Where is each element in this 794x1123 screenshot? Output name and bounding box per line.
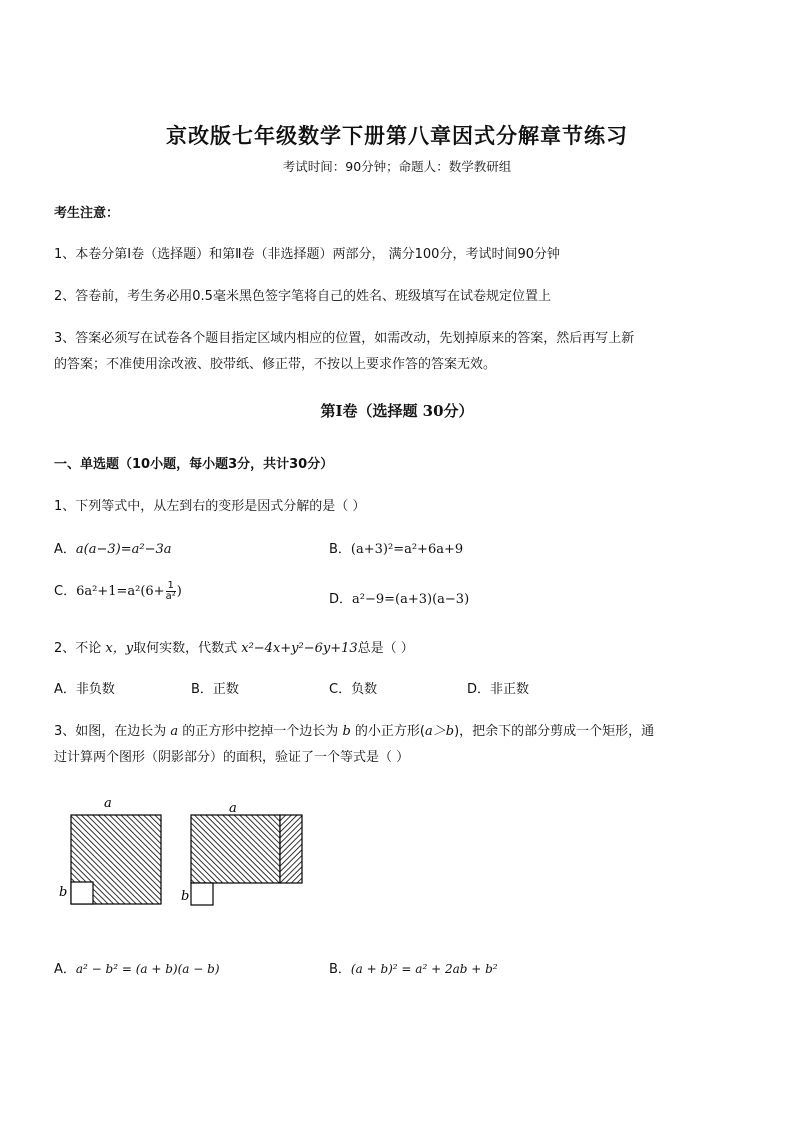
part-heading: 一、单选题（10小题，每小题3分，共计30分）: [54, 457, 334, 472]
option-label: B．: [329, 542, 351, 557]
q3-option-a: [54, 958, 220, 977]
fraction-numerator: 1: [167, 580, 174, 591]
page-title: 京改版七年级数学下册第八章因式分解章节练习: [166, 123, 628, 148]
var-b: b: [342, 724, 351, 739]
stem-text: 总是（ ）: [357, 641, 414, 656]
stem-vars: x，y: [105, 641, 134, 656]
option-label: C．: [54, 584, 77, 599]
label-a: a: [229, 801, 237, 816]
q2-option-d: D．非正数: [467, 682, 530, 697]
figure-rearranged-rectangle: [181, 801, 302, 905]
q2-option-a: A．非负数: [54, 682, 115, 697]
stem-text: )，把余下的部分剪成一个矩形，通: [454, 724, 655, 739]
q1-option-a: [54, 538, 171, 557]
stem-text: 2、不论: [54, 641, 106, 656]
label-b: b: [59, 885, 68, 900]
option-text: a²−9=(a+3)(a−3): [352, 592, 470, 607]
stem-text: 3、如图，在边长为: [54, 724, 171, 739]
option-label: A．: [54, 542, 76, 557]
var-a: a: [170, 724, 179, 739]
condition: a＞b: [424, 724, 455, 739]
question-2-stem: [54, 637, 414, 656]
option-text-post: ): [176, 584, 182, 599]
stem-text: 的正方形中挖掉一个边长为: [178, 724, 343, 739]
option-text-pre: 6a²+1=a²(6+: [76, 584, 165, 599]
notice-item-2: 2、答卷前，考生务必用0.5毫米黑色签字笔将自己的姓名、班级填写在试卷规定位置上: [54, 289, 551, 304]
q1-option-b: [329, 538, 463, 557]
option-text: (a + b)² = a² + 2ab + b²: [350, 962, 498, 976]
question-3-stem: [54, 720, 654, 739]
q3-figures: [50, 790, 320, 915]
q2-option-c: C．负数: [329, 682, 378, 697]
question-1-stem: 1、下列等式中，从左到右的变形是因式分解的是（ ）: [54, 499, 366, 514]
option-text: a(a−3)=a²−3a: [75, 542, 172, 557]
option-text: (a+3)²=a²+6a+9: [350, 542, 464, 557]
label-b: b: [181, 889, 190, 904]
label-a: a: [104, 796, 112, 811]
option-label: B．: [329, 962, 351, 977]
option-label: A．: [54, 962, 76, 977]
q1-option-c: [54, 580, 182, 602]
fraction-denominator: a²: [165, 591, 176, 602]
q3-option-b: [329, 958, 498, 977]
fraction: [166, 581, 176, 602]
q1-option-d: [329, 588, 469, 607]
option-label: D．: [329, 592, 353, 607]
notice-item-3: 3、答案必须写在试卷各个题目指定区域内相应的位置，如需改动，先划掉原来的答案，然后再写上新: [54, 331, 635, 346]
option-text: a² − b² = (a + b)(a − b): [75, 962, 220, 976]
section-title: 第Ⅰ卷（选择题 30分）: [320, 402, 474, 420]
stem-text: 的小正方形(: [350, 724, 425, 739]
exam-info: 考试时间：90分钟；命题人：数学教研组: [282, 159, 512, 174]
notice-heading: 考生注意：: [54, 206, 120, 221]
notice-item-1: 1、本卷分第Ⅰ卷（选择题）和第Ⅱ卷（非选择题）两部分， 满分100分，考试时间90分钟: [54, 247, 560, 262]
stem-text: 取何实数，代数式: [133, 641, 242, 656]
stem-expression: x²−4x+y²−6y+13: [241, 641, 358, 656]
notice-item-3-cont: 的答案；不准使用涂改液、胶带纸、修正带，不按以上要求作答的答案无效。: [54, 357, 497, 372]
figure-square-with-cutout: [59, 796, 161, 904]
q2-option-b: B．正数: [191, 682, 239, 697]
question-3-stem-cont: 过计算两个图形（阴影部分）的面积，验证了一个等式是（ ）: [54, 750, 410, 765]
